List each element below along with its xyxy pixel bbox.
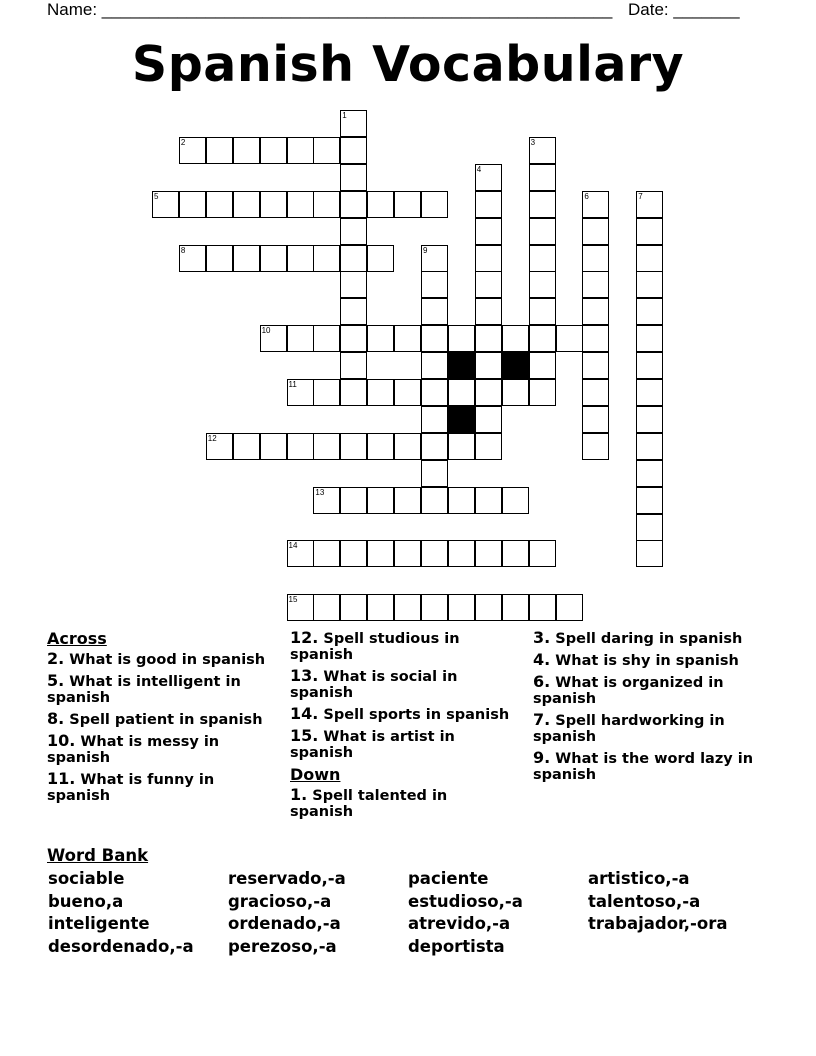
grid-cell[interactable] — [448, 594, 475, 621]
grid-cell[interactable] — [529, 164, 556, 191]
grid-cell[interactable] — [529, 594, 556, 621]
name-field[interactable]: Name: ______________________________________________________ — [47, 0, 613, 19]
word-bank-item: sociable — [48, 869, 125, 888]
grid-cell[interactable] — [394, 325, 421, 352]
grid-cell[interactable] — [475, 298, 502, 325]
grid-cell[interactable] — [287, 191, 314, 218]
grid-cell[interactable] — [502, 594, 529, 621]
grid-cell[interactable] — [287, 245, 314, 272]
clue-down-3: 3. Spell daring in spanish — [533, 628, 743, 647]
word-bank-item: ordenado,-a — [228, 914, 341, 934]
grid-cell[interactable] — [475, 245, 502, 272]
grid-cell[interactable] — [421, 298, 448, 325]
grid-cell[interactable] — [475, 352, 502, 379]
grid-cell[interactable] — [421, 325, 448, 352]
grid-cell[interactable] — [340, 271, 367, 298]
grid-cell[interactable] — [340, 164, 367, 191]
grid-cell[interactable] — [636, 540, 663, 567]
grid-cell[interactable] — [313, 245, 340, 272]
grid-cell[interactable] — [152, 191, 179, 218]
grid-cell[interactable] — [529, 191, 556, 218]
clue-across-5: 5. What is intelligent in spanish — [47, 671, 241, 706]
grid-cell[interactable] — [340, 379, 367, 406]
clue-across-15: 15. What is artist in spanish — [290, 726, 455, 761]
grid-cell[interactable] — [582, 245, 609, 272]
grid-cell[interactable] — [475, 406, 502, 433]
grid-cell[interactable] — [313, 137, 340, 164]
grid-cell[interactable] — [582, 191, 609, 218]
grid-block — [448, 406, 475, 433]
clue-across-2: 2. What is good in spanish — [47, 649, 266, 668]
clue-across-14: 14. Spell sports in spanish — [290, 704, 510, 723]
grid-cell[interactable] — [421, 379, 448, 406]
grid-cell[interactable] — [582, 325, 609, 352]
clue-number: 14 — [288, 541, 298, 551]
word-bank-item: bueno,a — [48, 891, 124, 911]
grid-cell[interactable] — [636, 460, 663, 487]
grid-cell[interactable] — [556, 594, 583, 621]
grid-cell[interactable] — [636, 191, 663, 218]
word-bank-item: estudioso,-a — [408, 891, 523, 911]
grid-cell[interactable] — [421, 594, 448, 621]
grid-cell[interactable] — [475, 191, 502, 218]
word-bank-item: gracioso,-a — [228, 891, 332, 911]
grid-cell[interactable] — [313, 191, 340, 218]
grid-cell[interactable] — [206, 245, 233, 272]
clue-number: 13 — [315, 487, 325, 497]
word-bank-column-4 — [588, 868, 727, 936]
grid-cell[interactable] — [313, 594, 340, 621]
grid-cell[interactable] — [340, 433, 367, 460]
grid-cell[interactable] — [206, 137, 233, 164]
grid-cell[interactable] — [421, 406, 448, 433]
word-bank-column-2 — [228, 868, 346, 959]
grid-block — [502, 352, 529, 379]
clue-number: 10 — [261, 326, 271, 336]
grid-cell[interactable] — [421, 352, 448, 379]
grid-cell[interactable] — [529, 271, 556, 298]
clues-column-1 — [47, 630, 272, 809]
grid-cell[interactable] — [475, 379, 502, 406]
grid-cell[interactable] — [636, 406, 663, 433]
word-bank-item: desordenado,-a — [48, 937, 194, 957]
grid-cell[interactable] — [448, 433, 475, 460]
grid-cell[interactable] — [260, 433, 287, 460]
grid-cell[interactable] — [636, 514, 663, 541]
grid-cell[interactable] — [367, 433, 394, 460]
grid-cell[interactable] — [313, 325, 340, 352]
grid-cell[interactable] — [340, 298, 367, 325]
grid-cell[interactable] — [636, 298, 663, 325]
grid-cell[interactable] — [367, 379, 394, 406]
clue-number: 12 — [207, 433, 217, 443]
clue-number: 3 — [530, 137, 536, 147]
grid-cell[interactable] — [421, 245, 448, 272]
grid-cell[interactable] — [367, 540, 394, 567]
grid-cell[interactable] — [502, 379, 529, 406]
grid-cell[interactable] — [260, 137, 287, 164]
word-bank-item: paciente — [408, 869, 489, 888]
grid-cell[interactable] — [340, 594, 367, 621]
across-heading: Across — [47, 629, 107, 648]
word-bank-column-3 — [408, 868, 523, 959]
grid-cell[interactable] — [529, 245, 556, 272]
grid-cell[interactable] — [636, 271, 663, 298]
grid-cell[interactable] — [179, 191, 206, 218]
clue-across-8: 8. Spell patient in spanish — [47, 709, 263, 728]
grid-cell[interactable] — [233, 245, 260, 272]
grid-cell[interactable] — [340, 352, 367, 379]
grid-cell[interactable] — [394, 433, 421, 460]
grid-cell[interactable] — [260, 245, 287, 272]
grid-cell[interactable] — [448, 540, 475, 567]
grid-cell[interactable] — [421, 271, 448, 298]
grid-cell[interactable] — [636, 352, 663, 379]
grid-cell[interactable] — [394, 191, 421, 218]
grid-block — [448, 352, 475, 379]
clues-column-3 — [533, 630, 758, 788]
grid-cell[interactable] — [529, 218, 556, 245]
grid-cell[interactable] — [448, 325, 475, 352]
grid-cell[interactable] — [340, 325, 367, 352]
grid-cell[interactable] — [582, 271, 609, 298]
word-bank-title: Word Bank — [47, 846, 149, 865]
grid-cell[interactable] — [636, 325, 663, 352]
word-bank-item: reservado,-a — [228, 869, 346, 888]
grid-cell[interactable] — [233, 433, 260, 460]
word-bank-item: talentoso,-a — [588, 891, 701, 911]
word-bank-item: trabajador,-ora — [588, 914, 728, 934]
grid-cell[interactable] — [260, 325, 287, 352]
grid-cell[interactable] — [287, 379, 314, 406]
word-bank-item: inteligente — [48, 914, 150, 934]
clue-down-6: 6. What is organized in spanish — [533, 672, 724, 707]
grid-cell[interactable] — [529, 137, 556, 164]
grid-cell[interactable] — [367, 325, 394, 352]
grid-cell[interactable] — [475, 433, 502, 460]
grid-cell[interactable] — [179, 137, 206, 164]
grid-cell[interactable] — [340, 110, 367, 137]
grid-cell[interactable] — [475, 218, 502, 245]
grid-cell[interactable] — [421, 433, 448, 460]
grid-cell[interactable] — [421, 487, 448, 514]
grid-cell[interactable] — [556, 325, 583, 352]
clue-number: 9 — [423, 245, 428, 255]
grid-cell[interactable] — [421, 460, 448, 487]
clue-down-4: 4. What is shy in spanish — [533, 650, 739, 669]
word-bank-column-1 — [48, 868, 194, 959]
clue-number: 8 — [180, 245, 186, 255]
grid-cell[interactable] — [394, 594, 421, 621]
clue-number: 11 — [288, 380, 297, 389]
grid-cell[interactable] — [582, 406, 609, 433]
clue-number: 4 — [476, 164, 482, 174]
grid-cell[interactable] — [287, 433, 314, 460]
page-title: Spanish Vocabulary — [131, 36, 685, 93]
grid-cell[interactable] — [475, 540, 502, 567]
clue-number: 1 — [342, 111, 347, 120]
grid-cell[interactable] — [448, 487, 475, 514]
grid-cell[interactable] — [421, 540, 448, 567]
date-field[interactable]: Date: _______ — [628, 0, 740, 19]
grid-cell[interactable] — [529, 298, 556, 325]
clue-number: 2 — [180, 137, 186, 147]
grid-cell[interactable] — [582, 433, 609, 460]
grid-cell[interactable] — [394, 487, 421, 514]
grid-cell[interactable] — [529, 540, 556, 567]
grid-cell[interactable] — [313, 540, 340, 567]
clue-number: 5 — [154, 191, 159, 201]
grid-cell[interactable] — [340, 218, 367, 245]
grid-cell[interactable] — [340, 191, 367, 218]
grid-cell[interactable] — [260, 191, 287, 218]
clue-across-11: 11. What is funny in spanish — [47, 769, 215, 804]
grid-cell[interactable] — [421, 191, 448, 218]
clues-column-2 — [290, 630, 515, 825]
clue-down-9: 9. What is the word lazy in spanish — [533, 748, 754, 783]
grid-cell[interactable] — [340, 245, 367, 272]
grid-cell[interactable] — [582, 352, 609, 379]
clue-number: 6 — [584, 191, 589, 201]
grid-cell[interactable] — [313, 487, 340, 514]
grid-cell[interactable] — [475, 164, 502, 191]
grid-cell[interactable] — [502, 540, 529, 567]
clue-number: 15 — [288, 595, 298, 605]
word-bank-item: artistico,-a — [588, 869, 690, 888]
grid-cell[interactable] — [206, 433, 233, 460]
clue-across-10: 10. What is messy in spanish — [47, 731, 220, 766]
grid-cell[interactable] — [475, 594, 502, 621]
grid-cell[interactable] — [475, 487, 502, 514]
grid-cell[interactable] — [502, 487, 529, 514]
grid-cell[interactable] — [636, 433, 663, 460]
grid-cell[interactable] — [529, 379, 556, 406]
grid-cell[interactable] — [340, 540, 367, 567]
grid-cell[interactable] — [636, 379, 663, 406]
clue-down-7: 7. Spell hardworking in spanish — [533, 710, 725, 745]
grid-cell[interactable] — [582, 298, 609, 325]
grid-cell[interactable] — [367, 245, 394, 272]
grid-cell[interactable] — [367, 487, 394, 514]
grid-cell[interactable] — [287, 540, 314, 567]
grid-cell[interactable] — [367, 594, 394, 621]
word-bank-item: deportista — [408, 937, 505, 957]
grid-cell[interactable] — [636, 487, 663, 514]
grid-cell[interactable] — [636, 218, 663, 245]
clue-down-1: 1. Spell talented in spanish — [290, 785, 448, 820]
grid-cell[interactable] — [367, 191, 394, 218]
down-heading: Down — [290, 765, 341, 784]
grid-cell[interactable] — [340, 137, 367, 164]
grid-cell[interactable] — [233, 191, 260, 218]
grid-cell[interactable] — [313, 379, 340, 406]
grid-cell[interactable] — [287, 594, 314, 621]
grid-cell[interactable] — [287, 325, 314, 352]
grid-cell[interactable] — [340, 487, 367, 514]
grid-cell[interactable] — [502, 325, 529, 352]
grid-cell[interactable] — [582, 218, 609, 245]
grid-cell[interactable] — [475, 271, 502, 298]
grid-cell[interactable] — [448, 379, 475, 406]
grid-cell[interactable] — [636, 245, 663, 272]
clue-across-12: 12. Spell studious in spanish — [290, 628, 460, 663]
word-bank-item: perezoso,-a — [228, 937, 337, 957]
grid-cell[interactable] — [287, 137, 314, 164]
clue-across-13: 13. What is social in spanish — [290, 666, 458, 701]
grid-cell[interactable] — [394, 379, 421, 406]
grid-cell[interactable] — [475, 325, 502, 352]
clue-number: 7 — [638, 191, 643, 201]
grid-cell[interactable] — [394, 540, 421, 567]
grid-cell[interactable] — [529, 325, 556, 352]
word-bank-item: atrevido,-a — [408, 914, 511, 934]
grid-cell[interactable] — [179, 245, 206, 272]
grid-cell[interactable] — [582, 379, 609, 406]
grid-cell[interactable] — [313, 433, 340, 460]
grid-cell[interactable] — [529, 352, 556, 379]
grid-cell[interactable] — [233, 137, 260, 164]
grid-cell[interactable] — [206, 191, 233, 218]
